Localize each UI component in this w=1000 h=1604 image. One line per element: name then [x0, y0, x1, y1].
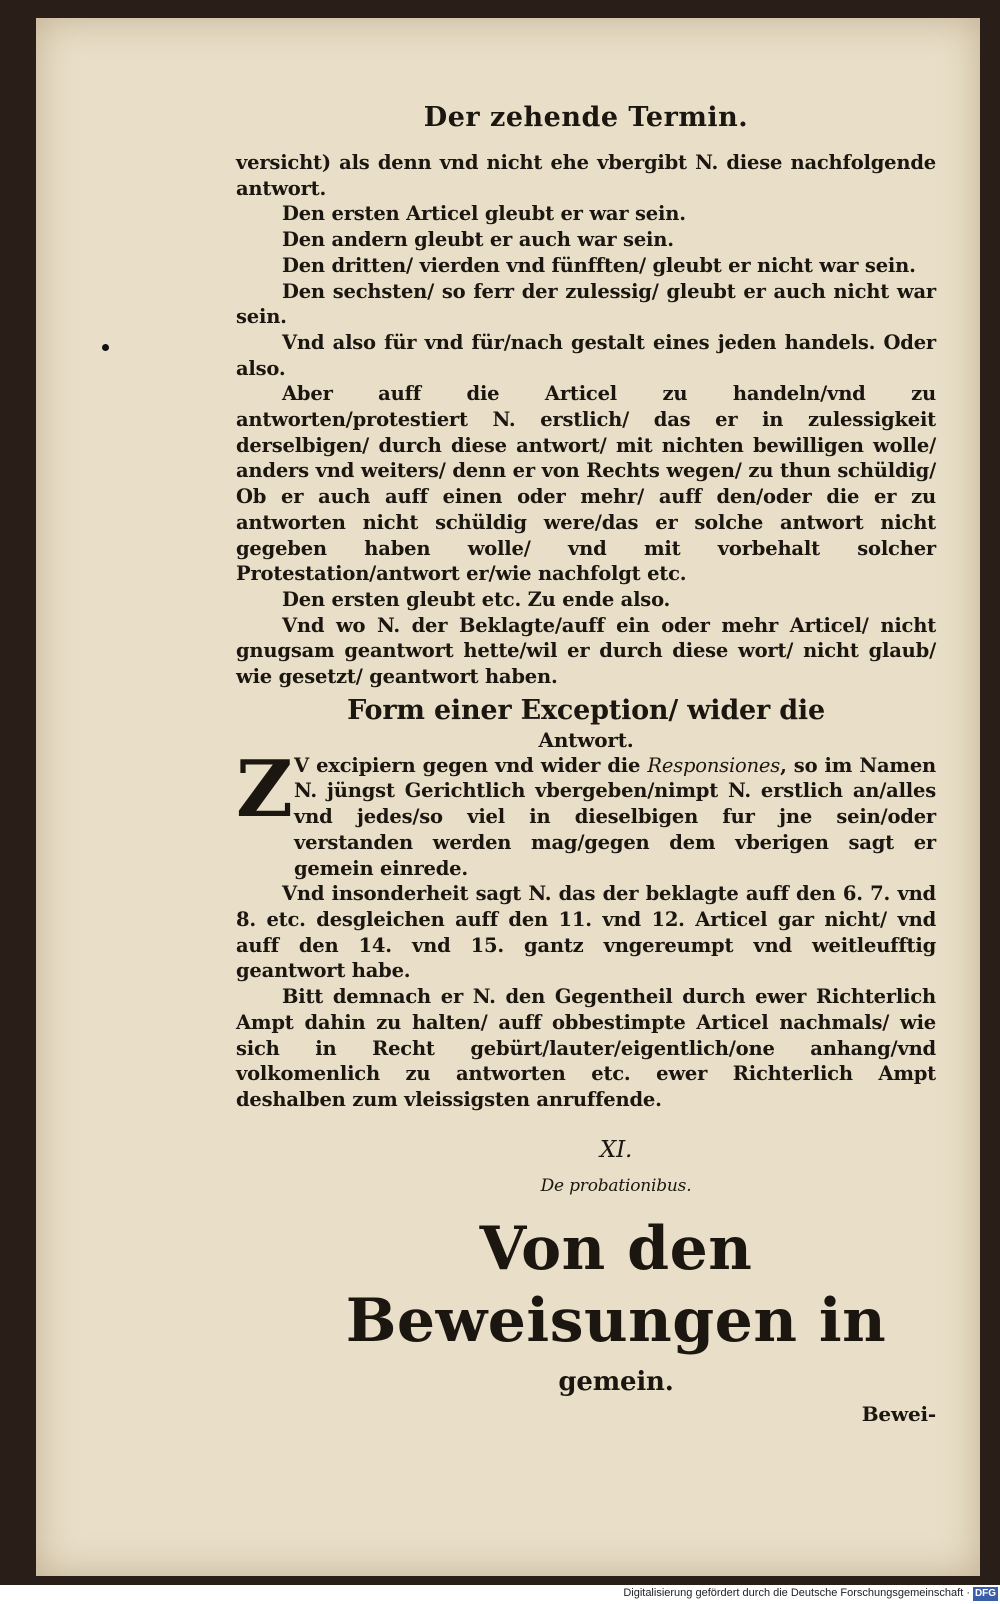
book-page [36, 18, 980, 1576]
dropcap-letter: Z [236, 743, 293, 835]
paragraph: Vnd wo N. der Beklagte/auff ein oder mehr Articel/ nicht gnugsam geantwort hette/wil er durch diese wort/ nicht glaub/ wie gesetzt/ geantwort haben. [236, 613, 936, 689]
paragraph: Vnd insonderheit sagt N. das der beklagte auff den 6. 7. vnd 8. etc. desgleichen auff den 11. vnd 12. Articel gar nicht/ vnd auff den 14. vnd 15. gantz vngereumpt vnd weitleufftig geantwort habe. [236, 882, 936, 983]
paragraphs-bottom [236, 881, 936, 1112]
section-subheading: Antwort. [538, 727, 634, 752]
latin-term: Responsiones [647, 753, 781, 777]
dropcap-paragraph [236, 743, 936, 882]
ink-spot [102, 344, 109, 351]
paragraph: Den sechsten/ so ferr der zulessig/ gleubt er auch nicht war sein. [236, 279, 936, 329]
chapter-title-continuation: gemein. [558, 1366, 674, 1397]
chapter-latin-title: De probationibus. [540, 1175, 692, 1196]
paragraph: Aber auff die Articel zu handeln/vnd zu antworten/protestiert N. erstlich/ das er in zulessigkeit derselbigen/ durch diese antwort/ mit nichten bewilligen wolle/ anders vnd weiters/ denn er von Rechts wegen/ zu thun schüldig/ Ob er auch auff einen oder mehr/ auff den/oder die er zu antworten nicht schüldig were/das er solche antwort nicht gegeben haben wolle/ vnd mit vorbehalt solcher Protestation/antwort er/wie nachfolgt etc. [236, 382, 936, 586]
chapter-number: XI. [599, 1136, 633, 1163]
paragraphs-top [236, 150, 936, 690]
section-heading: Form einer Exception/ wider die [347, 694, 825, 726]
paragraph: Den andern gleubt er auch war sein. [282, 228, 674, 252]
running-head: Der zehende Termin. [423, 102, 749, 133]
dropcap-text-before: V excipiern gegen vnd wider die [294, 753, 648, 777]
paragraph: Vnd also für vnd für/nach gestalt eines jeden handels. Oder also. [236, 330, 936, 380]
footer-credit: Digitalisierung gefördert durch die Deutsche Forschungsgemeinschaft · [623, 1587, 970, 1599]
dfg-logo: DFG [974, 1588, 997, 1599]
paragraph: Den dritten/ vierden vnd fünfften/ gleubt er nicht war sein. [282, 253, 916, 277]
paragraph: Den ersten Articel gleubt er war sein. [282, 202, 686, 226]
paragraph: versicht) als denn vnd nicht ehe vbergibt N. diese nachfolgende antwort. [236, 151, 936, 200]
dropcap-text-after: , so im Namen N. jüngst Gerichtlich vbergeben/nimpt N. erstlich an/alles vnd jedes/so viel in dieselbigen fur jne sein/oder verstanden werden mag/gegen dem vberigen sagt er gemein einrede. [294, 753, 936, 880]
footer-bar [0, 1585, 1000, 1604]
paragraph: Den ersten gleubt etc. Zu ende also. [282, 587, 671, 611]
page-text-block [236, 100, 936, 1427]
chapter-title: Von den Beweisungen in [345, 1213, 887, 1356]
paragraph: Bitt demnach er N. den Gegentheil durch ewer Richterlich Ampt dahin zu halten/ auff obbestimpte Articel nachmals/ wie sich in Recht gebürt/lauter/eigentlich/one anhang/vnd volkomenlich zu antworten etc. ewer Richterlich Ampt deshalben zum vleissigsten anruffende. [236, 985, 936, 1111]
catchword: Bewei- [861, 1401, 936, 1426]
